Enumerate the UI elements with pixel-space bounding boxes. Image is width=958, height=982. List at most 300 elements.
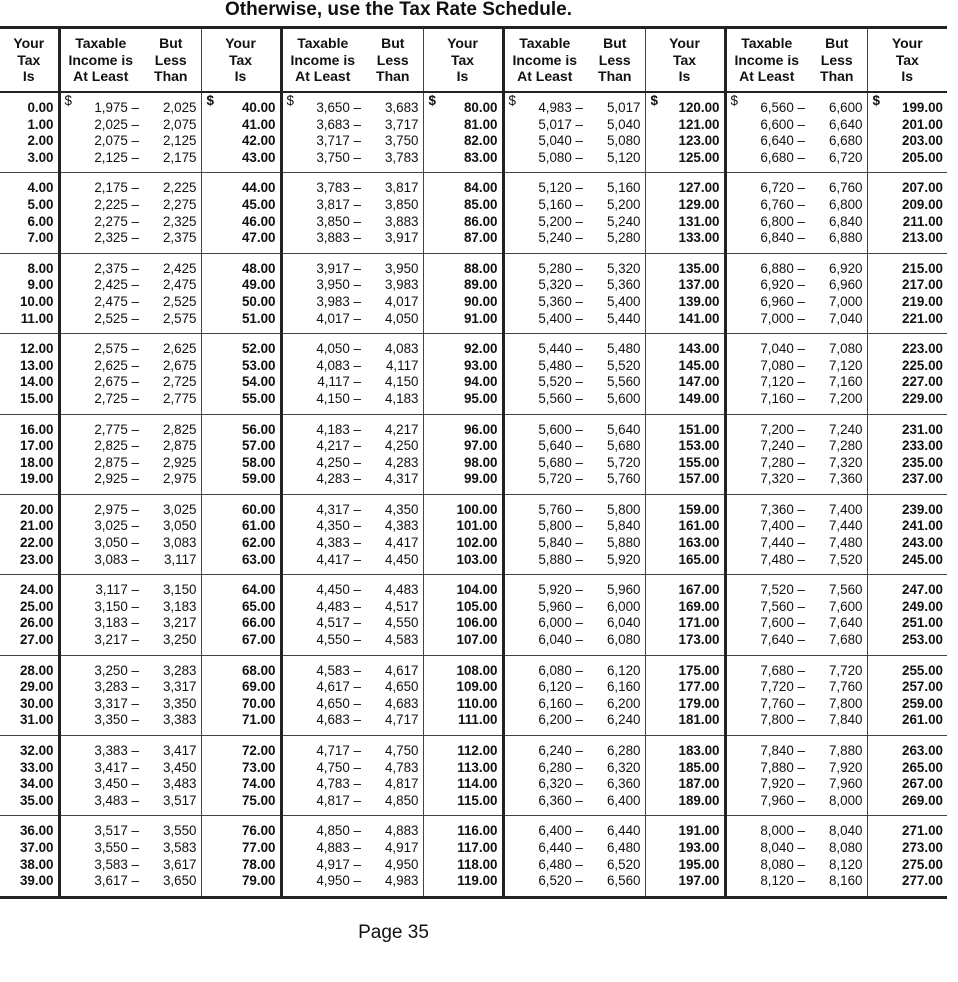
header-word: Income is bbox=[290, 51, 356, 68]
tax-amount-value: 189.00 bbox=[678, 792, 720, 808]
income-at-least-value: 3,483 – bbox=[94, 792, 139, 808]
income-at-least-value: 7,720 – bbox=[760, 679, 805, 695]
header-word: At Least bbox=[295, 68, 351, 85]
tax-amount-value: 30.00 bbox=[19, 695, 54, 711]
income-at-least-value: 6,280 – bbox=[538, 759, 583, 775]
income-less-than bbox=[363, 655, 423, 735]
income-less-than-value: 3,883 bbox=[384, 213, 419, 229]
tax-amount-value: 87.00 bbox=[463, 230, 498, 246]
income-at-least-value: 6,400 – bbox=[538, 823, 583, 839]
income-at-least-value: 4,850 – bbox=[316, 823, 361, 839]
income-less-than-value: 4,617 bbox=[384, 662, 419, 678]
income-less-than-value: 4,383 bbox=[384, 518, 419, 534]
income-less-than bbox=[585, 253, 645, 333]
income-less-than-value: 4,817 bbox=[384, 776, 419, 792]
header-word: But bbox=[381, 35, 405, 52]
income-at-least-value: 7,880 – bbox=[760, 759, 805, 775]
income-at-least-value: 5,400 – bbox=[538, 310, 583, 326]
income-at-least-value: 7,400 – bbox=[760, 518, 805, 534]
tax-amount-value: 73.00 bbox=[241, 759, 276, 775]
tax-amount-value: 229.00 bbox=[902, 390, 943, 406]
tax-amount-value: 36.00 bbox=[19, 823, 54, 839]
income-less-than-value: 3,717 bbox=[384, 116, 419, 132]
income-less-than-value: 3,683 bbox=[384, 100, 419, 115]
income-at-least-value: 3,283 – bbox=[94, 679, 139, 695]
tax-amount-value: 18.00 bbox=[19, 454, 54, 470]
income-less-than-value: 4,917 bbox=[384, 839, 419, 855]
income-less-than bbox=[807, 92, 867, 173]
header-word: Your bbox=[669, 35, 700, 52]
income-at-least-value: 7,480 – bbox=[760, 551, 805, 567]
tax-amount-value: 54.00 bbox=[241, 374, 276, 390]
header-word: Taxable bbox=[519, 35, 571, 52]
tax-amount-value: 221.00 bbox=[902, 310, 943, 326]
income-less-than bbox=[807, 253, 867, 333]
tax-amount-value: 223.00 bbox=[902, 341, 943, 357]
header-word: Tax bbox=[228, 51, 253, 68]
income-less-than-value: 5,240 bbox=[606, 213, 641, 229]
dollar-sign: $ bbox=[730, 93, 738, 108]
tax-amount bbox=[423, 414, 503, 494]
income-at-least-value: 3,417 – bbox=[94, 759, 139, 775]
income-at-least bbox=[59, 494, 141, 574]
income-at-least bbox=[503, 494, 585, 574]
income-less-than-value: 7,400 bbox=[828, 501, 863, 517]
tax-amount bbox=[201, 334, 281, 414]
income-at-least-value: 7,440 – bbox=[760, 535, 805, 551]
tax-amount-value: 64.00 bbox=[241, 582, 276, 598]
tax-amount bbox=[0, 494, 59, 574]
tax-amount-value: 45.00 bbox=[241, 196, 276, 212]
tax-amount-value: 97.00 bbox=[463, 438, 498, 454]
income-less-than-value: 4,983 bbox=[384, 873, 419, 889]
income-less-than-value: 6,160 bbox=[606, 679, 641, 695]
income-at-least-value: 3,517 – bbox=[94, 823, 139, 839]
tax-amount bbox=[645, 655, 725, 735]
tax-amount-value: 35.00 bbox=[19, 792, 54, 808]
income-at-least-value: 7,120 – bbox=[760, 374, 805, 390]
header-at-least bbox=[503, 28, 585, 93]
income-less-than bbox=[585, 655, 645, 735]
income-at-least-value: 3,883 – bbox=[316, 230, 361, 246]
tax-amount bbox=[423, 334, 503, 414]
income-at-least-value: 2,725 – bbox=[94, 390, 139, 406]
income-at-least bbox=[281, 494, 363, 574]
income-at-least-value: 4,917 – bbox=[316, 856, 361, 872]
tax-amount-value: 157.00 bbox=[678, 471, 720, 487]
income-at-least-value: 5,720 – bbox=[538, 471, 583, 487]
income-at-least bbox=[59, 736, 141, 816]
tax-amount bbox=[645, 736, 725, 816]
header-row bbox=[0, 28, 947, 93]
income-at-least bbox=[59, 575, 141, 655]
income-at-least-value: 2,025 – bbox=[94, 116, 139, 132]
income-at-least-value: 4,283 – bbox=[316, 471, 361, 487]
income-at-least-value: 5,440 – bbox=[538, 341, 583, 357]
income-at-least-value: 7,680 – bbox=[760, 662, 805, 678]
income-less-than bbox=[807, 655, 867, 735]
tax-amount bbox=[0, 736, 59, 816]
income-at-least-value: 3,117 – bbox=[95, 582, 139, 598]
tax-amount-value: 141.00 bbox=[678, 310, 720, 326]
tax-amount-value: 118.00 bbox=[457, 856, 498, 872]
income-less-than bbox=[807, 575, 867, 655]
tax-amount bbox=[867, 253, 947, 333]
tax-amount-value: 77.00 bbox=[241, 839, 276, 855]
income-less-than-value: 4,050 bbox=[384, 310, 419, 326]
tax-amount-value: 57.00 bbox=[241, 438, 276, 454]
income-at-least-value: 4,550 – bbox=[316, 632, 361, 648]
tax-amount-value: 23.00 bbox=[19, 551, 54, 567]
tax-amount-value: 55.00 bbox=[241, 390, 276, 406]
tax-amount-value: 84.00 bbox=[463, 180, 498, 196]
income-less-than-value: 6,560 bbox=[606, 873, 641, 889]
income-at-least bbox=[503, 92, 585, 173]
header-word: Less bbox=[154, 51, 187, 68]
income-at-least-value: 3,717 – bbox=[316, 133, 361, 149]
tax-amount-value: 117.00 bbox=[457, 839, 498, 855]
income-at-least-value: 2,825 – bbox=[94, 438, 139, 454]
income-at-least-value: 2,975 – bbox=[94, 501, 139, 517]
header-word: Tax bbox=[672, 51, 697, 68]
income-less-than bbox=[363, 575, 423, 655]
income-at-least-value: 4,083 – bbox=[316, 357, 361, 373]
income-at-least bbox=[725, 414, 807, 494]
tax-amount-value: 171.00 bbox=[678, 615, 720, 631]
tax-amount bbox=[867, 816, 947, 897]
income-less-than-value: 4,550 bbox=[384, 615, 419, 631]
header-word: Is bbox=[901, 68, 914, 85]
income-less-than bbox=[585, 736, 645, 816]
tax-amount bbox=[0, 253, 59, 333]
income-at-least-value: 3,383 – bbox=[94, 743, 139, 758]
income-less-than-value: 5,800 bbox=[606, 501, 641, 517]
income-at-least bbox=[59, 92, 141, 173]
income-at-least bbox=[59, 253, 141, 333]
tax-amount-value: 93.00 bbox=[463, 357, 498, 373]
income-less-than bbox=[363, 173, 423, 253]
income-at-least bbox=[59, 816, 141, 897]
tax-amount-value: 74.00 bbox=[241, 776, 276, 792]
income-at-least-value: 6,480 – bbox=[538, 856, 583, 872]
income-less-than-value: 5,960 bbox=[606, 582, 641, 598]
tax-amount-value: 109.00 bbox=[456, 679, 498, 695]
tax-amount-value: 209.00 bbox=[902, 196, 943, 212]
tax-amount-value: 89.00 bbox=[463, 277, 498, 293]
tax-amount-value: 195.00 bbox=[678, 856, 720, 872]
income-at-least bbox=[59, 655, 141, 735]
table-row-group bbox=[0, 575, 947, 655]
income-less-than bbox=[363, 414, 423, 494]
income-less-than-value: 4,183 bbox=[384, 390, 419, 406]
tax-amount-value: 14.00 bbox=[19, 374, 54, 390]
header-less-than bbox=[363, 28, 423, 93]
tax-amount-value: 32.00 bbox=[19, 743, 54, 758]
tax-amount-value: 34.00 bbox=[19, 776, 54, 792]
income-less-than-value: 2,575 bbox=[162, 310, 197, 326]
income-at-least-value: 3,817 – bbox=[316, 196, 361, 212]
tax-amount-value: 49.00 bbox=[241, 277, 276, 293]
income-at-least-value: 6,680 – bbox=[760, 149, 805, 165]
income-less-than-value: 6,640 bbox=[828, 116, 863, 132]
income-less-than-value: 3,417 bbox=[162, 743, 197, 758]
income-less-than-value: 8,000 bbox=[828, 792, 863, 808]
income-less-than-value: 3,583 bbox=[162, 839, 197, 855]
income-at-least-value: 7,080 – bbox=[760, 357, 805, 373]
income-less-than-value: 7,240 bbox=[828, 421, 863, 437]
tax-amount-value: 207.00 bbox=[902, 180, 943, 196]
tax-amount-value: 235.00 bbox=[902, 454, 943, 470]
tax-amount-value: 58.00 bbox=[241, 454, 276, 470]
income-at-least-value: 2,525 – bbox=[94, 310, 139, 326]
income-at-least-value: 4,683 – bbox=[316, 712, 361, 728]
tax-amount-value: 261.00 bbox=[902, 712, 943, 728]
income-less-than-value: 4,117 bbox=[385, 357, 419, 373]
dollar-sign: $ bbox=[64, 93, 72, 108]
income-less-than-value: 7,560 bbox=[828, 582, 863, 598]
income-at-least-value: 6,880 – bbox=[760, 260, 805, 276]
tax-amount-value: 183.00 bbox=[678, 743, 720, 758]
tax-amount-value: 38.00 bbox=[19, 856, 54, 872]
income-less-than-value: 7,800 bbox=[828, 695, 863, 711]
income-at-least-value: 3,317 – bbox=[94, 695, 139, 711]
header-word: Income is bbox=[68, 51, 134, 68]
income-less-than-value: 7,680 bbox=[828, 632, 863, 648]
header-word: Less bbox=[820, 51, 853, 68]
table-row-group bbox=[0, 736, 947, 816]
income-at-least-value: 6,800 – bbox=[760, 213, 805, 229]
tax-amount-value: 44.00 bbox=[241, 180, 276, 196]
page-number: Page 35 bbox=[358, 922, 429, 943]
income-less-than-value: 3,617 bbox=[162, 856, 197, 872]
income-less-than-value: 8,160 bbox=[828, 873, 863, 889]
income-less-than bbox=[585, 173, 645, 253]
tax-amount-value: 48.00 bbox=[241, 260, 276, 276]
tax-amount-value: 147.00 bbox=[678, 374, 720, 390]
income-less-than-value: 6,800 bbox=[828, 196, 863, 212]
tax-amount-value: 203.00 bbox=[902, 133, 943, 149]
tax-amount-value: 111.00 bbox=[458, 712, 498, 728]
income-at-least-value: 4,583 – bbox=[316, 662, 361, 678]
tax-amount-value: 10.00 bbox=[19, 293, 54, 309]
income-less-than-value: 6,600 bbox=[828, 100, 863, 115]
income-less-than-value: 8,120 bbox=[828, 856, 863, 872]
income-at-least-value: 5,680 – bbox=[538, 454, 583, 470]
dollar-sign: $ bbox=[286, 93, 294, 108]
header-word: But bbox=[825, 35, 849, 52]
income-at-least-value: 3,850 – bbox=[316, 213, 361, 229]
income-at-least bbox=[503, 736, 585, 816]
income-at-least-value: 4,017 – bbox=[316, 310, 361, 326]
header-word: Tax bbox=[895, 51, 919, 68]
table-row-group bbox=[0, 414, 947, 494]
income-less-than-value: 5,017 bbox=[606, 100, 641, 115]
income-at-least bbox=[281, 575, 363, 655]
tax-amount-value: 5.00 bbox=[27, 196, 54, 212]
tax-amount-value: 119.00 bbox=[457, 873, 498, 889]
income-at-least-value: 5,160 – bbox=[538, 196, 583, 212]
income-less-than bbox=[585, 334, 645, 414]
income-less-than-value: 5,680 bbox=[606, 438, 641, 454]
tax-amount-value: 31.00 bbox=[19, 712, 54, 728]
income-less-than-value: 2,075 bbox=[162, 116, 197, 132]
tax-amount-value: 169.00 bbox=[678, 598, 720, 614]
income-at-least-value: 3,183 – bbox=[94, 615, 139, 631]
income-at-least-value: 7,200 – bbox=[760, 421, 805, 437]
tax-amount-value: 193.00 bbox=[678, 839, 720, 855]
tax-amount bbox=[645, 173, 725, 253]
dollar-sign: $ bbox=[872, 93, 880, 108]
income-less-than-value: 5,360 bbox=[606, 277, 641, 293]
tax-amount-value: 9.00 bbox=[27, 277, 54, 293]
tax-amount-value: 76.00 bbox=[241, 823, 276, 839]
income-less-than-value: 3,350 bbox=[162, 695, 197, 711]
income-at-least-value: 3,950 – bbox=[316, 277, 361, 293]
income-at-least-value: 5,840 – bbox=[538, 535, 583, 551]
income-at-least-value: 2,675 – bbox=[94, 374, 139, 390]
header-less-than bbox=[141, 28, 201, 93]
income-less-than bbox=[807, 736, 867, 816]
income-less-than-value: 4,683 bbox=[384, 695, 419, 711]
income-less-than bbox=[585, 816, 645, 897]
income-less-than-value: 4,483 bbox=[384, 582, 419, 598]
income-less-than-value: 6,000 bbox=[606, 598, 641, 614]
dollar-sign: $ bbox=[508, 93, 516, 108]
income-less-than-value: 2,125 bbox=[162, 133, 197, 149]
tax-amount-value: 253.00 bbox=[902, 632, 943, 648]
tax-amount-value: 161.00 bbox=[678, 518, 720, 534]
income-less-than-value: 6,960 bbox=[828, 277, 863, 293]
income-at-least-value: 8,040 – bbox=[760, 839, 805, 855]
tax-amount-value: 56.00 bbox=[241, 421, 276, 437]
tax-amount-value: 7.00 bbox=[27, 230, 54, 246]
tax-amount-value: 29.00 bbox=[19, 679, 54, 695]
tax-amount-value: 70.00 bbox=[241, 695, 276, 711]
income-at-least-value: 3,750 – bbox=[316, 149, 361, 165]
tax-amount-value: 199.00 bbox=[902, 100, 943, 115]
tax-amount-value: 243.00 bbox=[902, 535, 943, 551]
income-at-least-value: 3,983 – bbox=[316, 293, 361, 309]
income-at-least-value: 7,640 – bbox=[760, 632, 805, 648]
tax-amount-value: 219.00 bbox=[902, 293, 943, 309]
tax-amount-value: 265.00 bbox=[902, 759, 943, 775]
income-less-than-value: 7,480 bbox=[828, 535, 863, 551]
income-at-least-value: 5,960 – bbox=[538, 598, 583, 614]
income-at-least bbox=[281, 253, 363, 333]
header-word: At Least bbox=[517, 68, 573, 85]
tax-amount-value: 127.00 bbox=[678, 180, 720, 196]
tax-amount-value: 181.00 bbox=[678, 712, 720, 728]
income-at-least-value: 6,760 – bbox=[760, 196, 805, 212]
tax-amount-value: 211.00 bbox=[902, 213, 943, 229]
income-at-least-value: 7,920 – bbox=[760, 776, 805, 792]
header-word: Your bbox=[13, 35, 45, 52]
header-word: Taxable bbox=[297, 35, 349, 52]
tax-amount-value: 197.00 bbox=[678, 873, 720, 889]
tax-amount-value: 47.00 bbox=[241, 230, 276, 246]
tax-amount-value: 165.00 bbox=[678, 551, 720, 567]
income-less-than-value: 5,880 bbox=[606, 535, 641, 551]
dollar-sign: $ bbox=[650, 93, 658, 108]
tax-amount-value: 50.00 bbox=[241, 293, 276, 309]
income-at-least-value: 4,883 – bbox=[316, 839, 361, 855]
income-less-than-value: 4,583 bbox=[384, 632, 419, 648]
income-at-least bbox=[281, 816, 363, 897]
income-less-than-value: 3,950 bbox=[384, 260, 419, 276]
income-at-least bbox=[503, 655, 585, 735]
tax-amount-value: 3.00 bbox=[27, 149, 54, 165]
tax-amount-value: 20.00 bbox=[19, 501, 54, 517]
tax-amount bbox=[645, 575, 725, 655]
header-word: Less bbox=[376, 51, 409, 68]
tax-amount bbox=[423, 494, 503, 574]
tax-amount-value: 80.00 bbox=[463, 100, 498, 115]
income-at-least-value: 5,320 – bbox=[538, 277, 583, 293]
income-less-than-value: 2,775 bbox=[162, 390, 197, 406]
income-less-than bbox=[141, 253, 201, 333]
header-word: Tax bbox=[17, 51, 41, 68]
income-less-than bbox=[585, 92, 645, 173]
income-at-least-value: 5,040 – bbox=[538, 133, 583, 149]
tax-amount-value: 72.00 bbox=[241, 743, 276, 758]
header-word: Less bbox=[598, 51, 631, 68]
income-less-than-value: 3,650 bbox=[162, 873, 197, 889]
income-at-least-value: 7,960 – bbox=[760, 792, 805, 808]
income-at-least-value: 6,240 – bbox=[538, 743, 583, 758]
income-at-least-value: 4,383 – bbox=[316, 535, 361, 551]
tax-amount-value: 62.00 bbox=[241, 535, 276, 551]
income-less-than-value: 4,150 bbox=[384, 374, 419, 390]
income-less-than-value: 2,825 bbox=[162, 421, 197, 437]
tax-amount-value: 37.00 bbox=[19, 839, 54, 855]
header-word: Tax bbox=[450, 51, 475, 68]
tax-amount bbox=[867, 736, 947, 816]
tax-amount-value: 255.00 bbox=[902, 662, 943, 678]
tax-amount bbox=[201, 92, 281, 173]
tax-amount bbox=[867, 334, 947, 414]
table-row-group bbox=[0, 494, 947, 574]
income-less-than-value: 2,225 bbox=[162, 180, 197, 196]
income-less-than-value: 4,850 bbox=[384, 792, 419, 808]
income-less-than-value: 6,440 bbox=[606, 823, 641, 839]
tax-amount-value: 91.00 bbox=[463, 310, 498, 326]
tax-amount-value: 201.00 bbox=[902, 116, 943, 132]
income-less-than-value: 5,160 bbox=[606, 180, 641, 196]
income-at-least-value: 3,150 – bbox=[94, 598, 139, 614]
tax-amount-value: 16.00 bbox=[19, 421, 54, 437]
income-less-than-value: 3,450 bbox=[162, 759, 197, 775]
income-less-than-value: 7,600 bbox=[828, 598, 863, 614]
income-less-than-value: 7,360 bbox=[828, 471, 863, 487]
income-at-least-value: 3,025 – bbox=[94, 518, 139, 534]
income-less-than-value: 5,600 bbox=[606, 390, 641, 406]
tax-amount-value: 59.00 bbox=[241, 471, 276, 487]
income-at-least bbox=[503, 334, 585, 414]
income-at-least bbox=[59, 334, 141, 414]
income-less-than-value: 6,080 bbox=[606, 632, 641, 648]
income-at-least-value: 3,617 – bbox=[94, 873, 139, 889]
tax-amount-value: 33.00 bbox=[19, 759, 54, 775]
income-less-than-value: 4,717 bbox=[384, 712, 419, 728]
income-less-than-value: 4,950 bbox=[384, 856, 419, 872]
income-at-least-value: 4,050 – bbox=[316, 341, 361, 357]
tax-amount-value: 94.00 bbox=[463, 374, 498, 390]
tax-amount-value: 163.00 bbox=[678, 535, 720, 551]
income-less-than-value: 7,000 bbox=[828, 293, 863, 309]
tax-amount-value: 98.00 bbox=[463, 454, 498, 470]
tax-amount-value: 116.00 bbox=[457, 823, 498, 839]
income-at-least-value: 4,217 – bbox=[316, 438, 361, 454]
